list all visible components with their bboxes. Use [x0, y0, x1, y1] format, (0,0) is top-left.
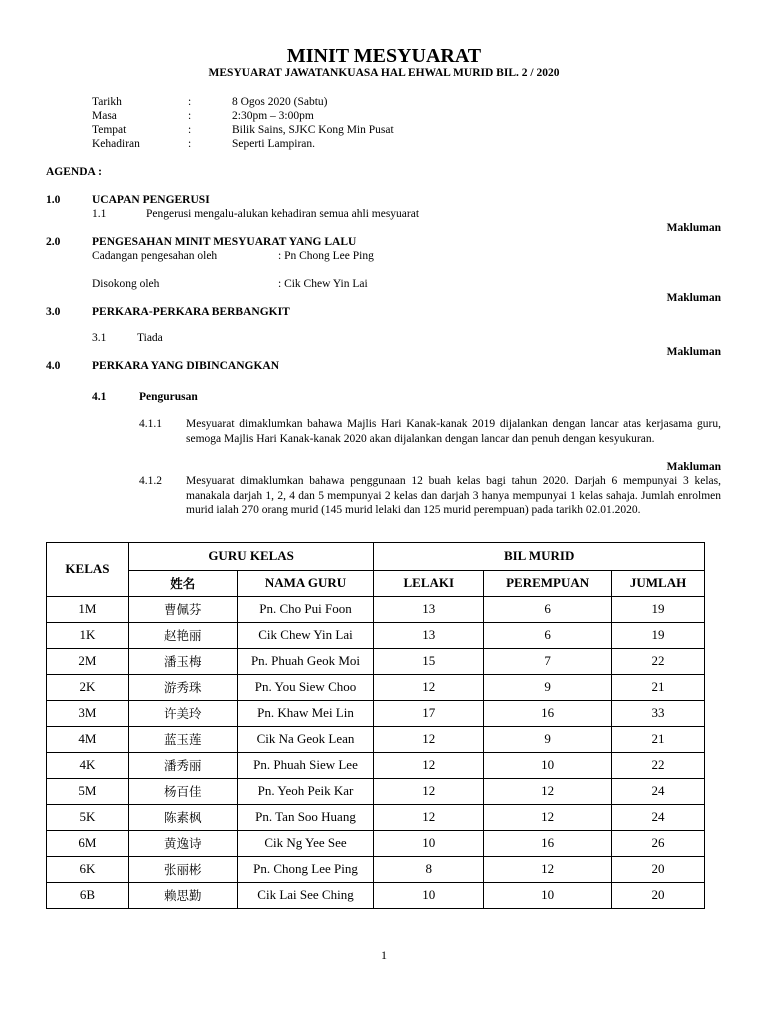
cell-perempuan: 6 [484, 597, 612, 623]
cell-jumlah: 21 [612, 727, 705, 753]
cell-lelaki: 15 [374, 649, 484, 675]
cell-cn: 许美玲 [128, 701, 237, 727]
meta-separator: : [188, 96, 192, 108]
cell-nama: Cik Lai See Ching [237, 883, 374, 909]
cell-kelas: 5M [47, 779, 129, 805]
paragraph-number: 4.1.1 [139, 418, 162, 430]
cell-perempuan: 16 [484, 701, 612, 727]
status-note: Makluman [666, 222, 721, 234]
meta-label: Tempat [92, 124, 127, 136]
cell-jumlah: 33 [612, 701, 705, 727]
cell-perempuan: 9 [484, 727, 612, 753]
item-text: Pengerusi mengalu-alukan kehadiran semua ahli mesyuarat [146, 208, 420, 220]
cell-cn: 赖思勤 [128, 883, 237, 909]
proposer-value: : Pn Chong Lee Ping [278, 250, 374, 262]
cell-kelas: 5K [47, 805, 129, 831]
cell-perempuan: 16 [484, 831, 612, 857]
item-number: 3.1 [92, 332, 107, 344]
cell-nama: Cik Chew Yin Lai [237, 623, 374, 649]
agenda-heading: AGENDA : [46, 166, 102, 178]
cell-nama: Cik Ng Yee See [237, 831, 374, 857]
meta-label: Masa [92, 110, 117, 122]
cell-cn: 潘玉梅 [128, 649, 237, 675]
col-header-perempuan: PEREMPUAN [484, 571, 612, 597]
cell-kelas: 6B [47, 883, 129, 909]
section-title: PERKARA-PERKARA BERBANGKIT [92, 306, 290, 318]
table-row [47, 857, 705, 883]
cell-cn: 曹佩芬 [128, 597, 237, 623]
table-row [47, 623, 705, 649]
class-table [46, 542, 705, 909]
status-note: Makluman [666, 461, 721, 473]
cell-kelas: 1M [47, 597, 129, 623]
meta-value: Seperti Lampiran. [232, 138, 316, 150]
cell-perempuan: 10 [484, 753, 612, 779]
cell-jumlah: 24 [612, 805, 705, 831]
cell-cn: 赵艳丽 [128, 623, 237, 649]
col-header-jumlah: JUMLAH [612, 571, 705, 597]
meta-separator: : [188, 124, 192, 136]
cell-jumlah: 19 [612, 597, 705, 623]
section-number: 3.0 [46, 306, 61, 318]
paragraph-text: Mesyuarat dimaklumkan bahawa Majlis Hari Kanak-kanak 2019 dijalankan dengan lancar atas kerjasama guru, semoga Majlis Hari Kanak-kanak 2020 akan dijalankan dengan lancar dan penuh dengan kesyukuran. [186, 418, 721, 445]
cell-kelas: 4K [47, 753, 129, 779]
section-number: 4.0 [46, 360, 61, 372]
cell-perempuan: 7 [484, 649, 612, 675]
document-subtitle: MESYUARAT JAWATANKUASA HAL EHWAL MURID BIL. 2 / 2020 [208, 67, 560, 79]
col-header-lelaki: LELAKI [374, 571, 484, 597]
cell-cn: 黄逸诗 [128, 831, 237, 857]
cell-lelaki: 12 [374, 779, 484, 805]
cell-cn: 陈素枫 [128, 805, 237, 831]
cell-kelas: 6K [47, 857, 129, 883]
section-number: 2.0 [46, 236, 61, 248]
table-row [47, 675, 705, 701]
col-header-bil-murid: BIL MURID [374, 543, 705, 571]
cell-cn: 蓝玉莲 [128, 727, 237, 753]
cell-lelaki: 13 [374, 623, 484, 649]
cell-nama: Pn. Tan Soo Huang [237, 805, 374, 831]
meta-separator: : [188, 138, 192, 150]
cell-jumlah: 26 [612, 831, 705, 857]
cell-nama: Pn. Chong Lee Ping [237, 857, 374, 883]
cell-perempuan: 6 [484, 623, 612, 649]
cell-perempuan: 9 [484, 675, 612, 701]
status-note: Makluman [666, 292, 721, 304]
section-title: PENGESAHAN MINIT MESYUARAT YANG LALU [92, 236, 357, 248]
cell-perempuan: 10 [484, 883, 612, 909]
table-row [47, 701, 705, 727]
col-header-guru-kelas: GURU KELAS [128, 543, 373, 571]
col-header-kelas: KELAS [47, 543, 129, 597]
subsection-number: 4.1 [92, 391, 107, 403]
cell-cn: 张丽彬 [128, 857, 237, 883]
cell-lelaki: 12 [374, 675, 484, 701]
cell-lelaki: 10 [374, 883, 484, 909]
cell-jumlah: 20 [612, 883, 705, 909]
cell-lelaki: 10 [374, 831, 484, 857]
cell-jumlah: 22 [612, 649, 705, 675]
table-row [47, 831, 705, 857]
proposer-label: Cadangan pengesahan oleh [92, 250, 218, 262]
table-row [47, 649, 705, 675]
status-note: Makluman [666, 346, 721, 358]
cell-jumlah: 24 [612, 779, 705, 805]
cell-jumlah: 20 [612, 857, 705, 883]
cell-lelaki: 12 [374, 805, 484, 831]
cell-lelaki: 13 [374, 597, 484, 623]
cell-kelas: 4M [47, 727, 129, 753]
cell-perempuan: 12 [484, 779, 612, 805]
section-number: 1.0 [46, 194, 61, 206]
cell-cn: 杨百佳 [128, 779, 237, 805]
item-number: 1.1 [92, 208, 107, 220]
meta-label: Tarikh [92, 96, 122, 108]
cell-lelaki: 12 [374, 753, 484, 779]
cell-lelaki: 8 [374, 857, 484, 883]
item-text: Tiada [137, 332, 163, 344]
cell-kelas: 6M [47, 831, 129, 857]
col-header-nama-guru: NAMA GURU [237, 571, 374, 597]
document-title: MINIT MESYUARAT [286, 45, 482, 67]
seconder-label: Disokong oleh [92, 278, 160, 290]
cell-cn: 潘秀丽 [128, 753, 237, 779]
table-row [47, 779, 705, 805]
meta-value: Bilik Sains, SJKC Kong Min Pusat [232, 124, 394, 136]
subsection-title: Pengurusan [139, 391, 198, 403]
table-row [47, 883, 705, 909]
cell-jumlah: 21 [612, 675, 705, 701]
table-row [47, 753, 705, 779]
cell-nama: Pn. Khaw Mei Lin [237, 701, 374, 727]
cell-perempuan: 12 [484, 857, 612, 883]
meta-separator: : [188, 110, 192, 122]
section-title: UCAPAN PENGERUSI [92, 194, 210, 206]
class-table-body [47, 597, 705, 909]
cell-jumlah: 19 [612, 623, 705, 649]
cell-kelas: 1K [47, 623, 129, 649]
cell-perempuan: 12 [484, 805, 612, 831]
section-title: PERKARA YANG DIBINCANGKAN [92, 360, 279, 372]
page-number: 1 [381, 948, 387, 962]
meta-label: Kehadiran [92, 138, 140, 150]
cell-nama: Cik Na Geok Lean [237, 727, 374, 753]
table-row [47, 805, 705, 831]
cell-nama: Pn. Phuah Siew Lee [237, 753, 374, 779]
meta-value: 2:30pm – 3:00pm [232, 110, 314, 122]
cell-jumlah: 22 [612, 753, 705, 779]
paragraph-number: 4.1.2 [139, 475, 162, 487]
cell-lelaki: 12 [374, 727, 484, 753]
table-row [47, 597, 705, 623]
cell-nama: Pn. Yeoh Peik Kar [237, 779, 374, 805]
cell-kelas: 2K [47, 675, 129, 701]
meta-value: 8 Ogos 2020 (Sabtu) [232, 96, 328, 108]
cell-cn: 游秀珠 [128, 675, 237, 701]
cell-nama: Pn. You Siew Choo [237, 675, 374, 701]
col-header-chinese-name: 姓名 [128, 571, 237, 597]
cell-nama: Pn. Cho Pui Foon [237, 597, 374, 623]
table-row [47, 727, 705, 753]
cell-kelas: 2M [47, 649, 129, 675]
cell-nama: Pn. Phuah Geok Moi [237, 649, 374, 675]
seconder-value: : Cik Chew Yin Lai [278, 278, 368, 290]
cell-lelaki: 17 [374, 701, 484, 727]
cell-kelas: 3M [47, 701, 129, 727]
paragraph-text: Mesyuarat dimaklumkan bahawa penggunaan 12 buah kelas bagi tahun 2020. Darjah 6 mempunyai 3 kelas, manakala darjah 1, 2, 4 dan 5 mempunyai 2 kelas dan darjah 3 hanya mempunyai 1 kelas sahaja. Jumlah enrolmen murid ialah 270 orang murid (145 murid lelaki dan 125 murid perempuan) pada tarikh 02.01.2020. [186, 475, 721, 516]
